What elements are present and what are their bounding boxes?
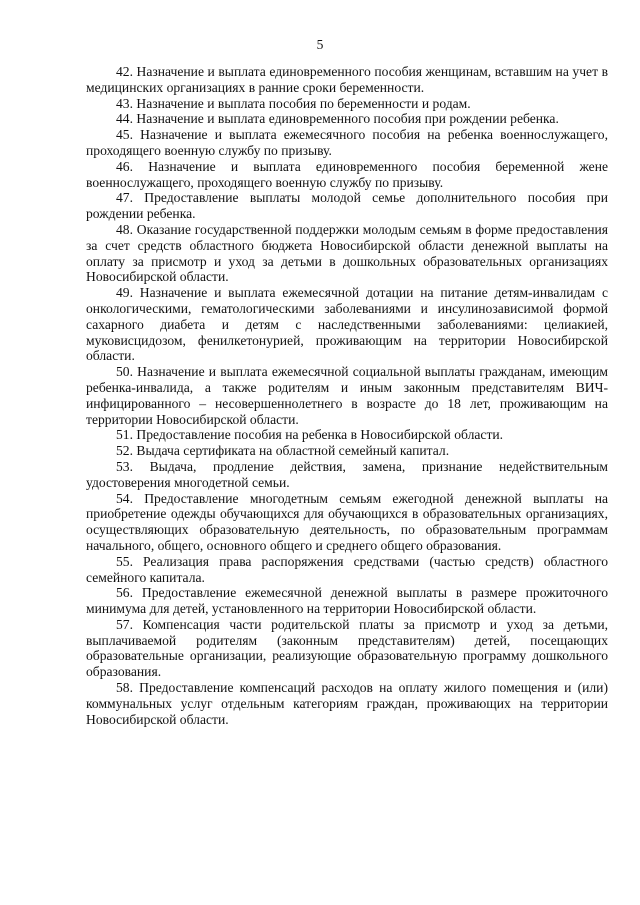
document-body bbox=[86, 64, 608, 727]
list-item-49: 49. Назначение и выплата ежемесячной дотации на питание детям-инвалидам с онкологическими, гематологическими заболеваниями и инсулинозависимой формой сахарного диабета и детям с наследственными заболеваниями: целиакией, муковисцидозом, фенилкетонурией, проживающим на территории Новосибирской области. bbox=[86, 285, 608, 364]
list-item-45: 45. Назначение и выплата ежемесячного пособия на ребенка военнослужащего, проходящего военную службу по призыву. bbox=[86, 127, 608, 158]
list-item-58: 58. Предоставление компенсаций расходов на оплату жилого помещения и (или) коммунальных услуг отдельным категориям граждан, проживающих на территории Новосибирской области. bbox=[86, 680, 608, 727]
list-item-57: 57. Компенсация части родительской платы за присмотр и уход за детьми, выплачиваемой родителям (законным представителям) детей, посещающих образовательные организации, реализующие образовательную программу дошкольного образования. bbox=[86, 616, 608, 680]
list-item-52: 52. Выдача сертификата на областной семейный капитал. bbox=[116, 443, 450, 459]
list-item-56: 56. Предоставление ежемесячной денежной выплаты в размере прожиточного минимума для детей, установленного на территории Новосибирской области. bbox=[86, 585, 608, 617]
list-item-47: 47. Предоставление выплаты молодой семье дополнительного пособия при рождении ребенка. bbox=[86, 190, 608, 222]
list-item-43: 43. Назначение и выплата пособия по беременности и родам. bbox=[116, 95, 471, 111]
list-item-42: 42. Назначение и выплата единовременного пособия женщинам, вставшим на учет в медицинских организациях в ранние сроки беременности. bbox=[86, 64, 608, 95]
list-item-48: 48. Оказание государственной поддержки молодым семьям в форме предоставления за счет средств областного бюджета Новосибирской области денежной выплаты на оплату за присмотр и уход за детьми в дошкольных образовательных организациях Новосибирской области. bbox=[86, 221, 608, 285]
list-item-51: 51. Предоставление пособия на ребенка в Новосибирской области. bbox=[116, 427, 504, 443]
list-item-55: 55. Реализация права распоряжения средствами (частью средств) областного семейного капитала. bbox=[86, 553, 608, 585]
list-item-50: 50. Назначение и выплата ежемесячной социальной выплаты гражданам, имеющим ребенка-инвалида, а также родителям и иным законным представителям ВИЧ-инфицированного – несовершеннолетнего в возрасте до 18 лет, проживающим на территории Новосибирской области. bbox=[86, 364, 608, 427]
list-item-54: 54. Предоставление многодетным семьям ежегодной денежной выплаты на приобретение одежды обучающихся для обучающихся в образовательных организациях, осуществляющих образовательную деятельность, по образовательным программам начального, общего, основного общего и среднего общего образования. bbox=[86, 490, 608, 553]
list-item-46: 46. Назначение и выплата единовременного пособия беременной жене военнослужащего, проходящего военную службу по призыву. bbox=[86, 158, 608, 190]
list-item-53: 53. Выдача, продление действия, замена, признание недействительным удостоверения многодетной семьи. bbox=[86, 458, 608, 490]
list-item-44: 44. Назначение и выплата единовременного пособия при рождении ребенка. bbox=[116, 111, 559, 127]
page-number: 5 bbox=[316, 37, 324, 52]
